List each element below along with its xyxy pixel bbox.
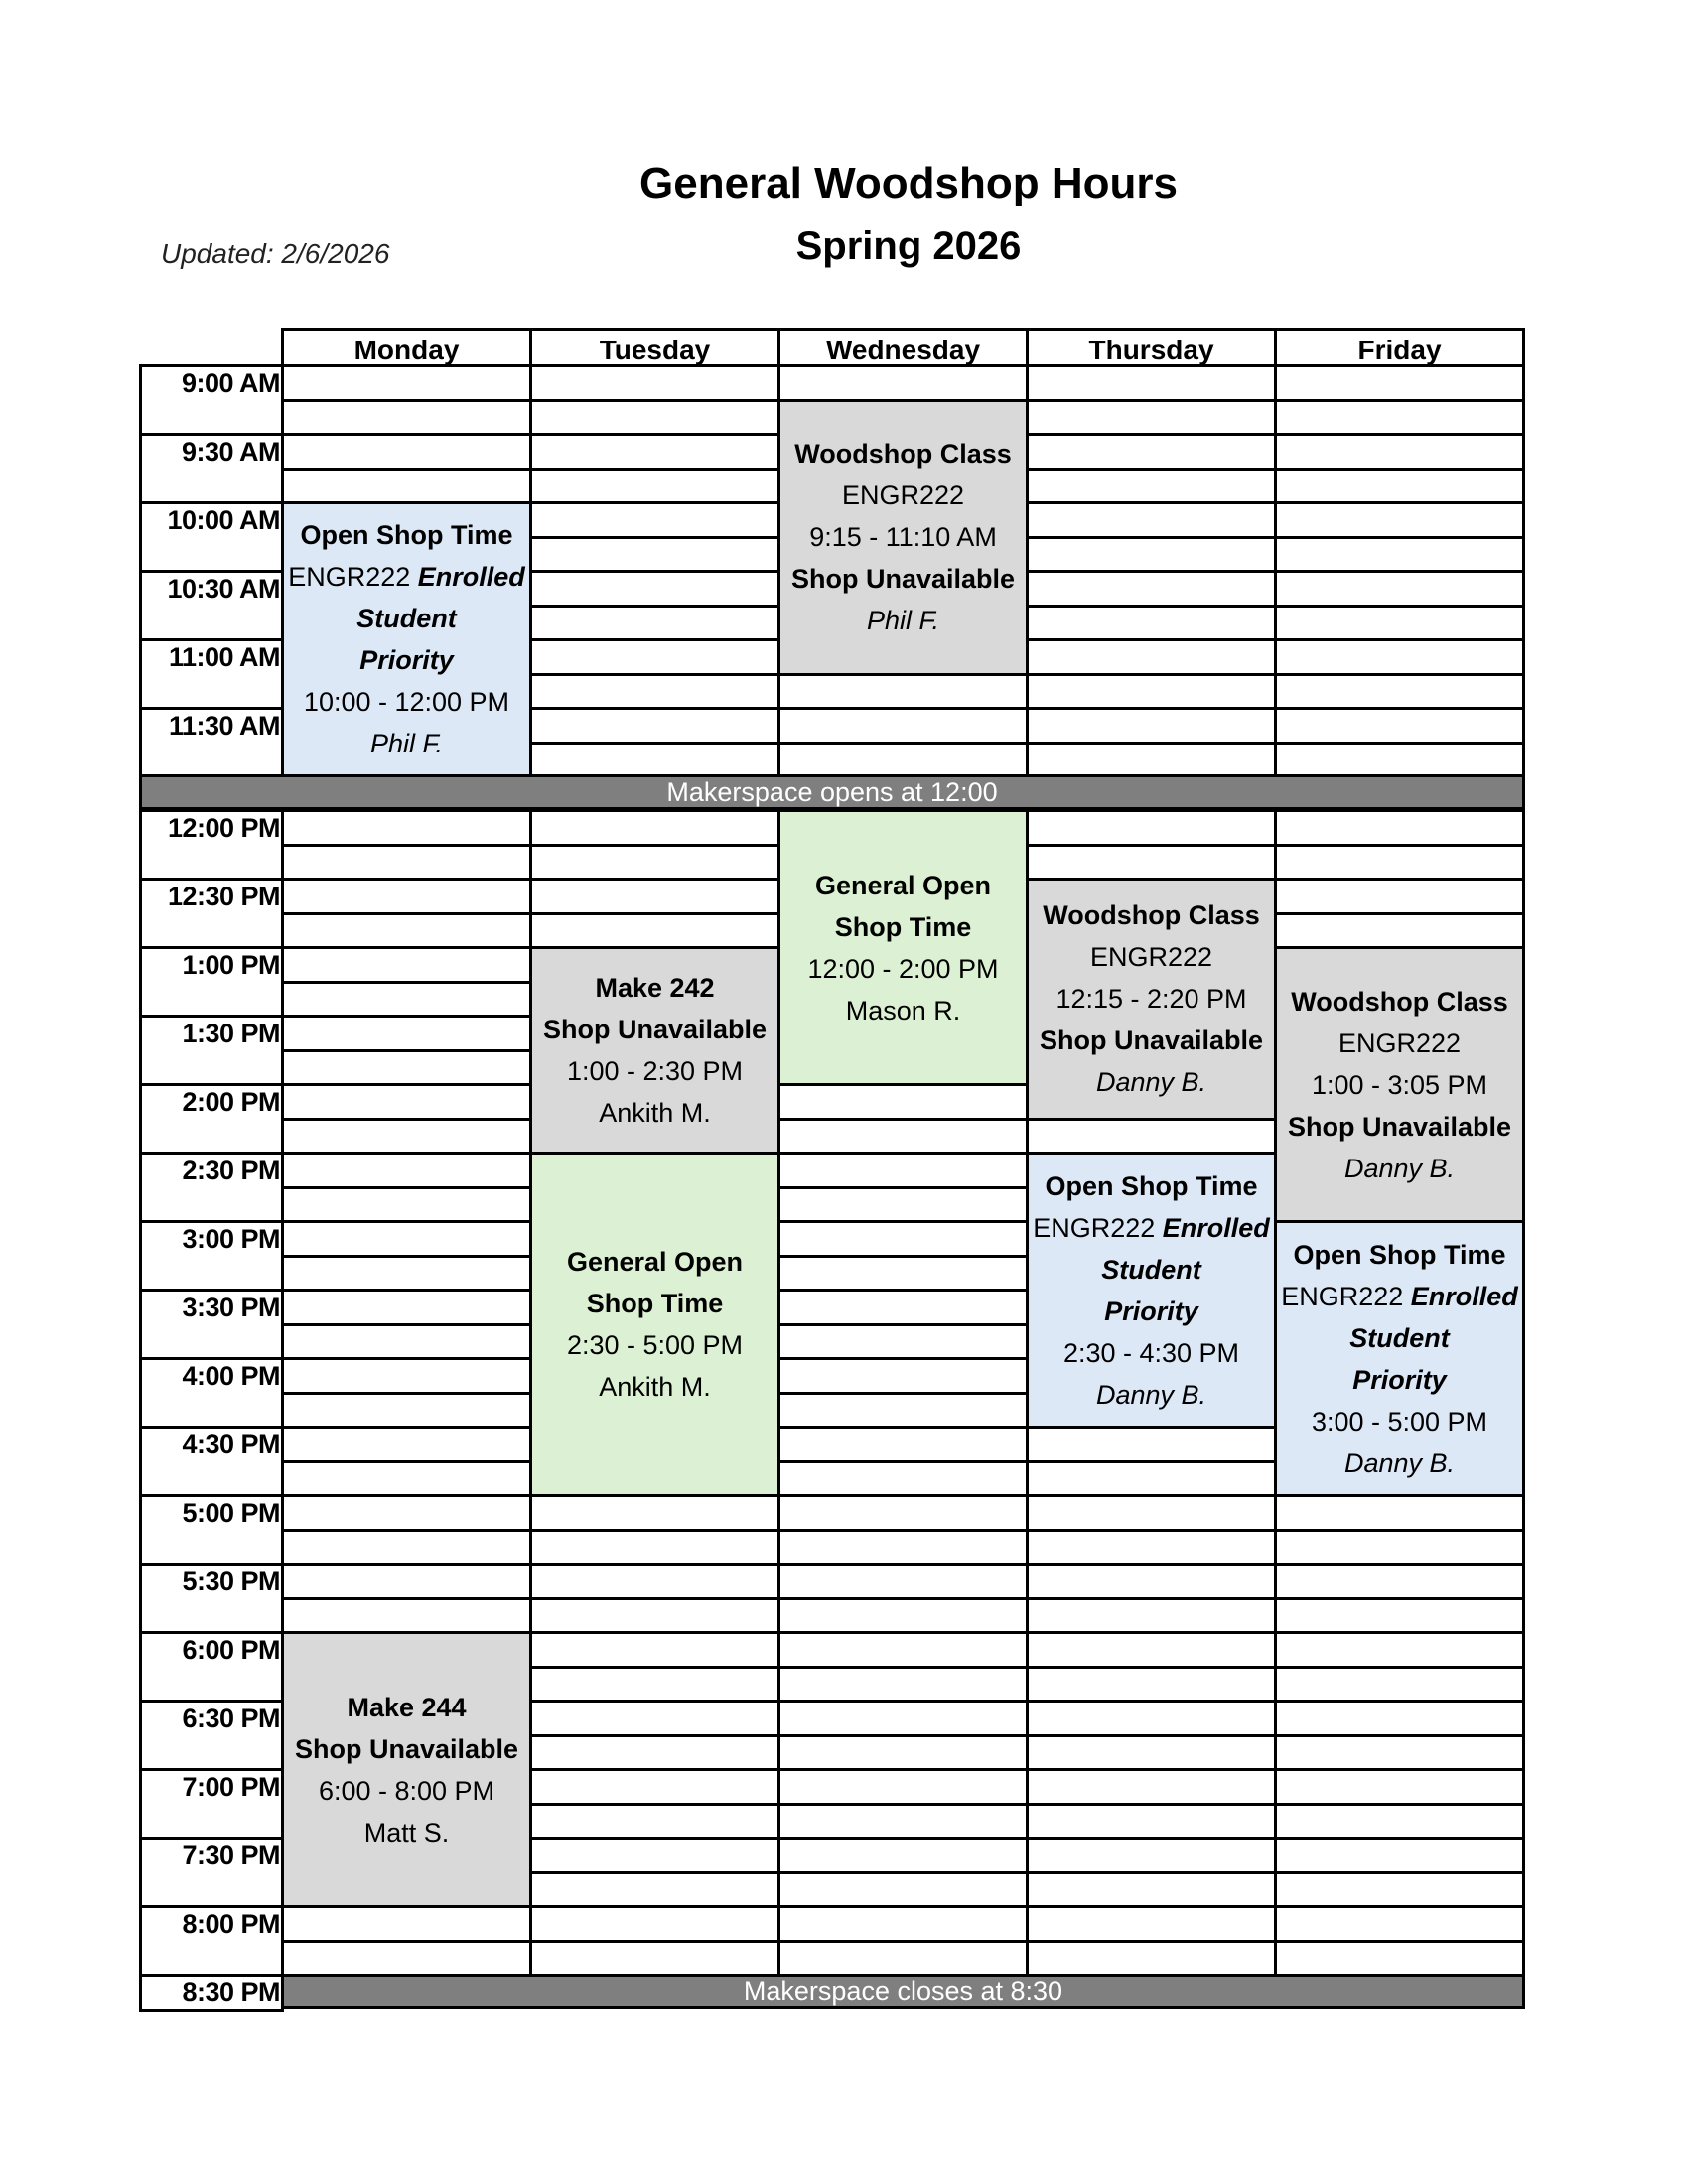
time-label: 6:00 PM xyxy=(182,1635,280,1665)
slot-cell xyxy=(529,1734,780,1772)
day-header-thursday: Thursday xyxy=(1026,328,1277,367)
event-thu-open xyxy=(1026,1152,1277,1429)
slot-cell xyxy=(529,1940,780,1978)
slot-cell xyxy=(1274,1700,1525,1737)
slot-cell xyxy=(281,1015,532,1052)
event-fri-class xyxy=(1274,946,1525,1223)
slot-cell xyxy=(1026,1494,1277,1532)
slot-cell xyxy=(529,638,780,676)
slot-cell xyxy=(529,1700,780,1737)
time-label: 8:00 PM xyxy=(182,1909,280,1939)
slot-cell xyxy=(1274,605,1525,642)
event-l3: Student xyxy=(356,604,457,633)
event-l1: Open Shop Time xyxy=(300,520,513,550)
day-header-wednesday: Wednesday xyxy=(777,328,1029,367)
slot-cell xyxy=(529,1768,780,1806)
event-l3: Student xyxy=(1101,1254,1201,1285)
slot-cell xyxy=(1274,1494,1525,1532)
slot-cell xyxy=(281,912,532,950)
event-text: ENGR222 xyxy=(288,562,418,592)
slot-cell xyxy=(777,1220,1029,1258)
slot-cell xyxy=(777,1083,1029,1121)
event-wed-open xyxy=(777,809,1029,1086)
event-text: Enrolled xyxy=(417,562,525,592)
slot-cell xyxy=(529,844,780,882)
slot-cell xyxy=(1026,1940,1277,1978)
event-time: 1:00 - 3:05 PM xyxy=(1311,1069,1488,1100)
slot-cell xyxy=(281,1460,532,1498)
slot-cell xyxy=(777,1734,1029,1772)
event-who: Phil F. xyxy=(369,729,444,758)
slot-cell xyxy=(777,1392,1029,1430)
slot-cell xyxy=(1274,1837,1525,1874)
event-l4: Priority xyxy=(1352,1364,1447,1395)
event-who: Danny B. xyxy=(1095,1379,1207,1410)
event-who: Ankith M. xyxy=(599,1098,711,1128)
event-mon-open xyxy=(281,501,532,777)
slot-cell xyxy=(777,1357,1029,1395)
event-l2: ENGR222 xyxy=(1337,1027,1462,1058)
event-l2: ENGR222 xyxy=(841,480,965,510)
slot-cell xyxy=(1026,1460,1277,1498)
event-time: 2:30 - 5:00 PM xyxy=(566,1330,744,1360)
slot-cell xyxy=(1274,809,1525,847)
slot-cell xyxy=(281,433,532,471)
time-label: 4:00 PM xyxy=(182,1361,280,1391)
slot-cell xyxy=(1274,878,1525,915)
slot-cell xyxy=(1026,1734,1277,1772)
slot-cell xyxy=(1026,809,1277,847)
event-thu-class xyxy=(1026,878,1277,1121)
event-time: 12:00 - 2:00 PM xyxy=(807,953,999,984)
slot-cell xyxy=(281,1940,532,1978)
slot-cell xyxy=(529,878,780,915)
slot-cell xyxy=(1274,1940,1525,1978)
time-label: 7:30 PM xyxy=(182,1841,280,1870)
event-l4: Priority xyxy=(359,645,454,675)
slot-cell xyxy=(1274,912,1525,950)
event-time: 10:00 - 12:00 PM xyxy=(303,687,510,717)
event-who: Danny B. xyxy=(1095,1067,1207,1098)
slot-cell xyxy=(1274,1631,1525,1669)
slot-cell xyxy=(1274,742,1525,779)
slot-cell xyxy=(281,1255,532,1293)
slot-cell xyxy=(1026,844,1277,882)
term-subtitle: Spring 2026 xyxy=(795,224,1022,268)
time-label: 2:30 PM xyxy=(182,1156,280,1185)
event-who: Mason R. xyxy=(845,995,961,1025)
slot-cell xyxy=(529,1597,780,1635)
event-l2: ENGR222 xyxy=(1089,942,1213,973)
time-label: 2:00 PM xyxy=(182,1087,280,1117)
slot-cell xyxy=(777,1700,1029,1737)
slot-cell xyxy=(1274,501,1525,539)
event-l1: Make 244 xyxy=(347,1692,467,1722)
slot-cell xyxy=(281,946,532,984)
slot-cell xyxy=(529,673,780,711)
slot-cell xyxy=(529,605,780,642)
event-text: Enrolled xyxy=(1410,1281,1518,1311)
day-header-tuesday: Tuesday xyxy=(529,328,780,367)
slot-cell xyxy=(1274,673,1525,711)
slot-cell xyxy=(1026,1700,1277,1737)
slot-cell xyxy=(777,1529,1029,1567)
event-l1: Woodshop Class xyxy=(1043,900,1260,931)
slot-cell xyxy=(777,1563,1029,1600)
event-l1: Open Shop Time xyxy=(1045,1170,1258,1201)
slot-cell xyxy=(777,1255,1029,1293)
slot-cell xyxy=(777,1323,1029,1361)
slot-cell xyxy=(281,1323,532,1361)
event-note: Shop Unavailable xyxy=(790,564,1016,594)
slot-cell xyxy=(777,1460,1029,1498)
slot-cell xyxy=(777,1768,1029,1806)
slot-cell xyxy=(529,399,780,437)
event-who: Ankith M. xyxy=(599,1372,711,1402)
slot-cell xyxy=(529,468,780,505)
slot-cell xyxy=(1026,1871,1277,1909)
page-title: General Woodshop Hours xyxy=(639,159,1178,207)
slot-cell xyxy=(777,1494,1029,1532)
event-l1: Woodshop Class xyxy=(794,439,1012,469)
slot-cell xyxy=(777,364,1029,402)
slot-cell xyxy=(1026,1597,1277,1635)
slot-cell xyxy=(529,1905,780,1943)
slot-cell xyxy=(1274,1597,1525,1635)
event-l1: Open Shop Time xyxy=(1293,1239,1506,1270)
makerspace-opens-bar: Makerspace opens at 12:00 xyxy=(139,774,1525,810)
event-tue-make xyxy=(529,946,780,1155)
time-label: 5:00 PM xyxy=(182,1498,280,1528)
slot-cell xyxy=(529,1563,780,1600)
slot-cell xyxy=(1274,1768,1525,1806)
slot-cell xyxy=(1274,638,1525,676)
slot-cell xyxy=(281,1186,532,1224)
slot-cell xyxy=(281,809,532,847)
slot-cell xyxy=(281,399,532,437)
slot-cell xyxy=(1026,1631,1277,1669)
event-tue-open xyxy=(529,1152,780,1497)
slot-cell xyxy=(529,1666,780,1704)
event-l1: Woodshop Class xyxy=(1291,986,1508,1017)
event-line xyxy=(1281,1276,1518,1317)
slot-cell xyxy=(281,1220,532,1258)
event-time: 6:00 - 8:00 PM xyxy=(318,1775,495,1806)
time-label: 9:00 AM xyxy=(181,368,280,398)
slot-cell xyxy=(281,878,532,915)
time-label: 12:00 PM xyxy=(167,813,280,843)
slot-cell xyxy=(777,1289,1029,1326)
event-time: 1:00 - 2:30 PM xyxy=(566,1056,744,1086)
slot-cell xyxy=(281,1426,532,1463)
slot-cell xyxy=(281,1152,532,1189)
slot-cell xyxy=(1274,1734,1525,1772)
slot-cell xyxy=(1274,468,1525,505)
slot-cell xyxy=(1026,536,1277,574)
slot-cell xyxy=(1026,1803,1277,1841)
time-label: 1:00 PM xyxy=(182,950,280,980)
slot-cell xyxy=(1026,707,1277,745)
slot-cell xyxy=(529,912,780,950)
slot-cell xyxy=(777,1666,1029,1704)
slot-cell xyxy=(1274,1905,1525,1943)
time-label: 3:00 PM xyxy=(182,1224,280,1254)
slot-cell xyxy=(777,1152,1029,1189)
slot-cell xyxy=(281,1529,532,1567)
slot-cell xyxy=(281,364,532,402)
slot-cell xyxy=(1274,1803,1525,1841)
slot-cell xyxy=(777,1597,1029,1635)
time-label: 10:00 AM xyxy=(167,505,280,535)
slot-cell xyxy=(281,1563,532,1600)
time-label: 1:30 PM xyxy=(182,1019,280,1048)
slot-cell xyxy=(529,1871,780,1909)
slot-cell xyxy=(529,742,780,779)
slot-cell xyxy=(1026,570,1277,608)
time-label: 11:30 AM xyxy=(168,711,280,741)
time-label: 5:30 PM xyxy=(182,1567,280,1596)
slot-cell xyxy=(1026,1905,1277,1943)
slot-cell xyxy=(281,1905,532,1943)
event-line xyxy=(288,556,525,598)
slot-cell xyxy=(1274,399,1525,437)
event-time: 12:15 - 2:20 PM xyxy=(1055,984,1247,1015)
slot-cell xyxy=(529,1529,780,1567)
slot-cell xyxy=(529,809,780,847)
event-l1: General Open xyxy=(814,870,992,900)
slot-cell xyxy=(1026,1837,1277,1874)
slot-cell xyxy=(1026,501,1277,539)
slot-cell xyxy=(529,570,780,608)
event-time: 9:15 - 11:10 AM xyxy=(809,522,997,552)
slot-cell xyxy=(529,1803,780,1841)
slot-cell xyxy=(1026,433,1277,471)
event-time: 3:00 - 5:00 PM xyxy=(1311,1406,1488,1436)
event-who: Danny B. xyxy=(1343,1153,1456,1183)
slot-cell xyxy=(529,364,780,402)
slot-cell xyxy=(1274,707,1525,745)
slot-cell xyxy=(777,1118,1029,1156)
slot-cell xyxy=(1274,1563,1525,1600)
slot-cell xyxy=(777,673,1029,711)
slot-cell xyxy=(529,707,780,745)
event-who: Phil F. xyxy=(866,606,940,635)
slot-cell xyxy=(281,1597,532,1635)
slot-cell xyxy=(1274,1666,1525,1704)
slot-cell xyxy=(281,1118,532,1156)
event-who: Danny B. xyxy=(1343,1447,1456,1478)
slot-cell xyxy=(1026,399,1277,437)
slot-cell xyxy=(529,433,780,471)
slot-cell xyxy=(777,1186,1029,1224)
slot-cell xyxy=(1274,1871,1525,1909)
slot-cell xyxy=(529,536,780,574)
slot-cell xyxy=(1026,1768,1277,1806)
slot-cell xyxy=(777,1837,1029,1874)
event-wed-class xyxy=(777,399,1029,676)
time-label: 11:00 AM xyxy=(168,642,280,672)
slot-cell xyxy=(281,844,532,882)
slot-cell xyxy=(1026,1529,1277,1567)
event-l1: General Open xyxy=(566,1247,744,1277)
slot-cell xyxy=(1026,605,1277,642)
slot-cell xyxy=(777,1905,1029,1943)
slot-cell xyxy=(1274,844,1525,882)
slot-cell xyxy=(1274,1529,1525,1567)
slot-cell xyxy=(1026,1426,1277,1463)
day-header-monday: Monday xyxy=(281,328,532,367)
slot-cell xyxy=(1026,364,1277,402)
updated-date: Updated: 2/6/2026 xyxy=(161,238,390,269)
slot-cell xyxy=(529,1494,780,1532)
event-note: Shop Unavailable xyxy=(294,1733,519,1764)
event-who: Matt S. xyxy=(363,1817,450,1847)
time-label: 10:30 AM xyxy=(167,574,280,604)
event-text: ENGR222 xyxy=(1281,1281,1411,1311)
slot-cell xyxy=(777,1871,1029,1909)
event-l2: Shop Time xyxy=(586,1289,724,1318)
event-note: Shop Unavailable xyxy=(1287,1111,1512,1142)
slot-cell xyxy=(281,1289,532,1326)
slot-cell xyxy=(777,707,1029,745)
slot-cell xyxy=(777,1803,1029,1841)
slot-cell xyxy=(529,501,780,539)
time-label: 8:30 PM xyxy=(182,1978,280,2007)
slot-cell xyxy=(1274,364,1525,402)
event-text: ENGR222 xyxy=(1033,1212,1163,1243)
slot-cell xyxy=(777,1426,1029,1463)
slot-cell xyxy=(1026,1666,1277,1704)
slot-cell xyxy=(1026,673,1277,711)
event-text: Enrolled xyxy=(1162,1212,1270,1243)
slot-cell xyxy=(281,1049,532,1087)
event-time: 2:30 - 4:30 PM xyxy=(1062,1337,1240,1368)
slot-cell xyxy=(281,1494,532,1532)
time-label: 6:30 PM xyxy=(182,1704,280,1733)
slot-cell xyxy=(281,1392,532,1430)
slot-cell xyxy=(1026,468,1277,505)
day-header-friday: Friday xyxy=(1274,328,1525,367)
event-l4: Priority xyxy=(1104,1296,1198,1326)
event-l2: Shop Time xyxy=(834,911,972,942)
slot-cell xyxy=(1026,638,1277,676)
slot-cell xyxy=(1026,1563,1277,1600)
makerspace-closes-bar: Makerspace closes at 8:30 xyxy=(281,1974,1525,2009)
time-label: 4:30 PM xyxy=(182,1430,280,1459)
slot-cell xyxy=(1026,1118,1277,1156)
time-label: 12:30 PM xyxy=(167,882,280,911)
slot-cell xyxy=(777,1940,1029,1978)
event-note: Shop Unavailable xyxy=(1039,1025,1264,1056)
event-fri-open xyxy=(1274,1220,1525,1497)
slot-cell xyxy=(281,1083,532,1121)
slot-cell xyxy=(281,981,532,1019)
event-l3: Student xyxy=(1349,1322,1450,1353)
slot-cell xyxy=(1026,742,1277,779)
slot-cell xyxy=(1274,433,1525,471)
time-label: 3:30 PM xyxy=(182,1293,280,1322)
time-label: 7:00 PM xyxy=(182,1772,280,1802)
slot-cell xyxy=(1274,570,1525,608)
event-note: Shop Unavailable xyxy=(542,1015,768,1044)
slot-cell xyxy=(281,468,532,505)
event-mon-make xyxy=(281,1631,532,1908)
event-line xyxy=(1033,1207,1270,1249)
time-label: 9:30 AM xyxy=(181,437,280,467)
slot-cell xyxy=(529,1631,780,1669)
slot-cell xyxy=(529,1837,780,1874)
event-l1: Make 242 xyxy=(595,973,715,1003)
slot-cell xyxy=(777,1631,1029,1669)
slot-cell xyxy=(281,1357,532,1395)
slot-cell xyxy=(1274,536,1525,574)
slot-cell xyxy=(777,742,1029,779)
